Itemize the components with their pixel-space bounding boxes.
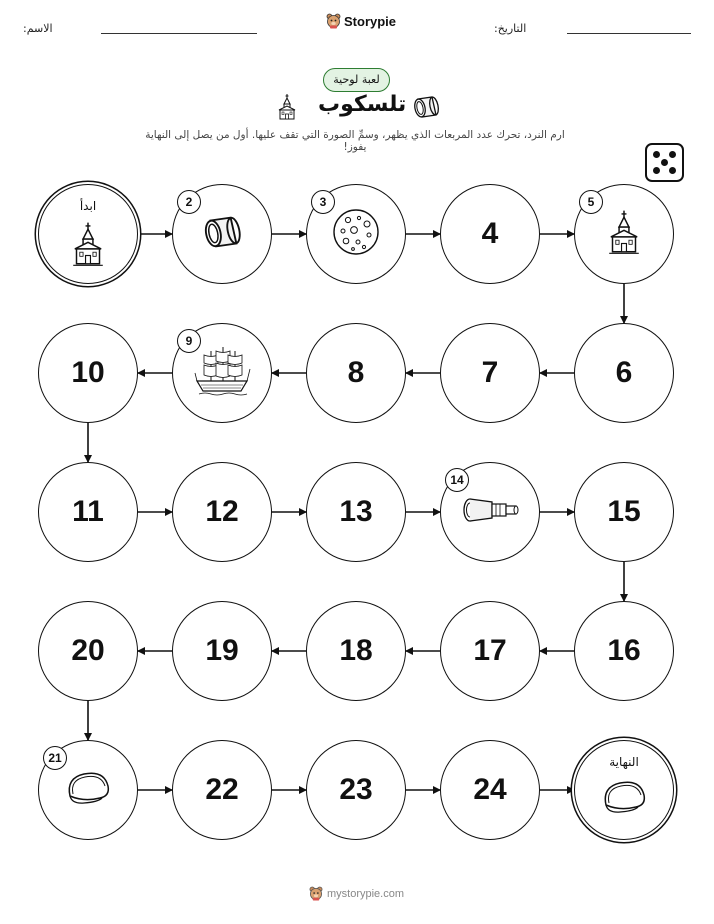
square-number: 15	[607, 495, 641, 528]
board-square-13[interactable]	[306, 462, 406, 562]
board-square-23[interactable]	[306, 740, 406, 840]
church-icon	[277, 93, 297, 121]
footer-site[interactable]: mystorypie.com	[327, 887, 405, 900]
name-label: الاسم:	[23, 22, 53, 35]
moon-icon	[331, 207, 381, 261]
board-square-2[interactable]	[172, 184, 272, 284]
square-number: 13	[339, 495, 373, 528]
name-line[interactable]	[101, 33, 257, 34]
church-icon	[71, 221, 105, 271]
board-square-9[interactable]	[172, 323, 272, 423]
start-square[interactable]	[38, 184, 138, 284]
board-square-20[interactable]	[38, 601, 138, 701]
square-number-badge: 21	[43, 746, 67, 770]
square-number: 16	[607, 634, 641, 667]
board-square-14[interactable]	[440, 462, 540, 562]
board-square-17[interactable]	[440, 601, 540, 701]
board-square-11[interactable]	[38, 462, 138, 562]
date-label: التاريخ:	[494, 22, 527, 35]
dice-pip	[653, 167, 660, 174]
board-square-5[interactable]	[574, 184, 674, 284]
board-game-badge: لعبة لوحية	[323, 68, 390, 92]
lens-icon	[64, 768, 112, 812]
square-number: 6	[615, 356, 633, 389]
brand-name: Storypie	[344, 13, 397, 29]
square-number: 17	[473, 634, 507, 667]
bear-logo-icon	[309, 886, 323, 901]
board-square-10[interactable]	[38, 323, 138, 423]
finish-label: النهاية	[609, 755, 639, 769]
brand-logo	[326, 13, 396, 29]
finish-square[interactable]	[574, 740, 674, 840]
square-number: 10	[71, 356, 105, 389]
square-number-badge: 5	[579, 190, 603, 214]
square-number: 19	[205, 634, 239, 667]
square-number-badge: 3	[311, 190, 335, 214]
square-number: 23	[339, 773, 373, 806]
board-square-3[interactable]	[306, 184, 406, 284]
page-title: تلسكوب	[318, 92, 407, 117]
square-number: 24	[473, 773, 507, 806]
square-number: 11	[72, 495, 104, 528]
dice-pip	[653, 151, 660, 158]
board-square-4[interactable]	[440, 184, 540, 284]
ship-icon	[193, 345, 251, 401]
tube-icon	[410, 94, 442, 120]
square-number: 20	[71, 634, 105, 667]
board-square-18[interactable]	[306, 601, 406, 701]
date-line[interactable]	[567, 33, 691, 34]
square-number-badge: 9	[177, 329, 201, 353]
board-square-7[interactable]	[440, 323, 540, 423]
board-square-24[interactable]	[440, 740, 540, 840]
board-square-15[interactable]	[574, 462, 674, 562]
dice-pip	[669, 167, 676, 174]
church-icon	[607, 209, 641, 259]
start-label: ابدأ	[79, 199, 97, 213]
dice-pip	[669, 151, 676, 158]
square-number: 22	[205, 773, 239, 806]
board-square-22[interactable]	[172, 740, 272, 840]
footer	[309, 886, 404, 901]
board-square-8[interactable]	[306, 323, 406, 423]
square-number-badge: 2	[177, 190, 201, 214]
instructions-text: ارم النرد، تحرك عدد المربعات الذي يظهر، وسمِّ الصورة التي تقف عليها. أول من يصل إلى النهاية يفوز!	[145, 129, 565, 153]
square-number: 12	[205, 495, 239, 528]
lens-icon	[600, 777, 648, 821]
square-number: 7	[481, 356, 499, 389]
square-number: 18	[339, 634, 373, 667]
board-square-12[interactable]	[172, 462, 272, 562]
bear-logo-icon	[326, 13, 341, 29]
dice-icon[interactable]	[645, 143, 684, 182]
eyepiece-icon	[460, 493, 520, 531]
board-square-21[interactable]	[38, 740, 138, 840]
square-number-badge: 14	[445, 468, 469, 492]
board-square-19[interactable]	[172, 601, 272, 701]
square-number: 4	[481, 217, 499, 250]
board-square-16[interactable]	[574, 601, 674, 701]
board-square-6[interactable]	[574, 323, 674, 423]
dice-pip	[661, 159, 668, 166]
square-number: 8	[347, 356, 365, 389]
tube-icon	[199, 213, 245, 255]
